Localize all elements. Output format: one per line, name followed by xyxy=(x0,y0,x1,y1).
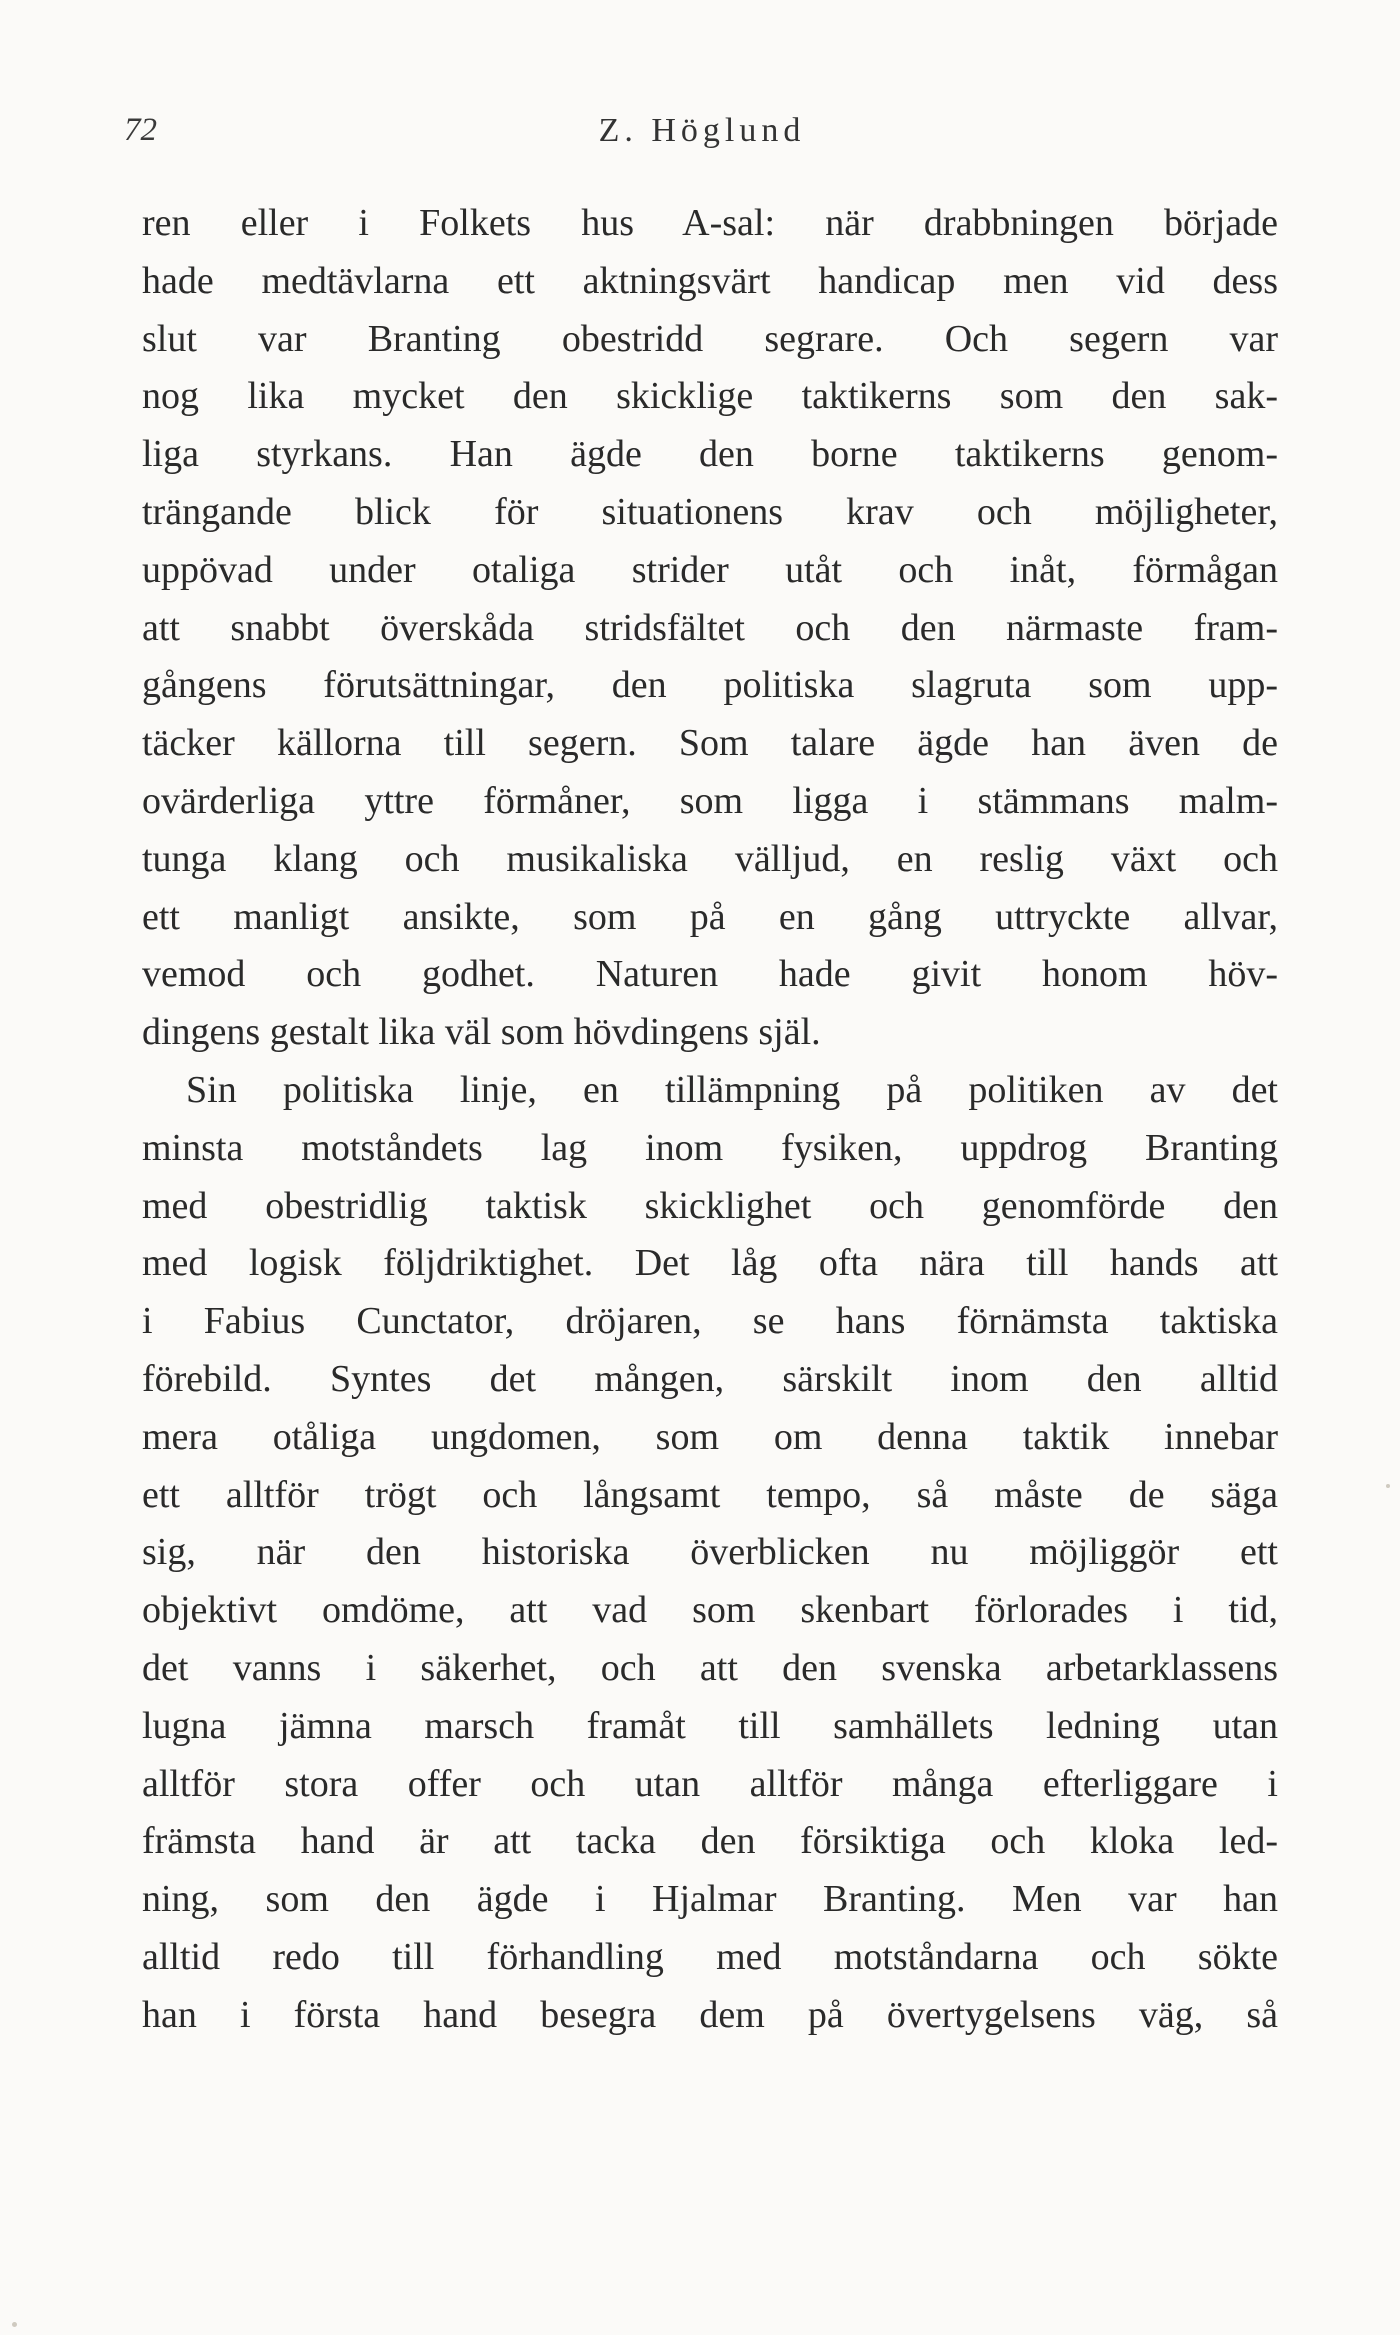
text-line: tunga klang och musikaliska välljud, en reslig växt och xyxy=(142,837,1278,880)
text-line: gångens förutsättningar, den politiska slagruta som upp- xyxy=(142,664,1278,707)
text-line: Sin politiska linje, en tillämpning på politiken av det xyxy=(186,1068,1278,1111)
text-line: alltid redo till förhandling med motståndarna och sökte xyxy=(142,1935,1278,1978)
text-line: ett alltför trögt och långsamt tempo, så måste de säga xyxy=(142,1473,1278,1516)
text-line: främsta hand är att tacka den försiktiga och kloka led- xyxy=(142,1820,1278,1863)
text-line: att snabbt överskåda stridsfältet och den närmaste fram- xyxy=(142,606,1278,649)
paper-speck xyxy=(12,2322,17,2327)
text-line: slut var Branting obestridd segrare. Och segern var xyxy=(142,317,1278,360)
text-line: ovärderliga yttre förmåner, som ligga i stämmans malm- xyxy=(142,779,1278,822)
running-title: Z. Höglund xyxy=(598,112,806,149)
running-head xyxy=(124,112,1280,152)
text-line: täcker källorna till segern. Som talare ägde han även de xyxy=(142,722,1278,765)
text-line: med obestridlig taktisk skicklighet och genomförde den xyxy=(142,1184,1278,1227)
text-line: mera otåliga ungdomen, som om denna taktik innebar xyxy=(142,1415,1278,1458)
text-line: liga styrkans. Han ägde den borne taktikerns genom- xyxy=(142,433,1278,476)
text-line: med logisk följdriktighet. Det låg ofta nära till hands att xyxy=(142,1242,1278,1285)
text-line: hade medtävlarna ett aktningsvärt handicap men vid dess xyxy=(142,259,1278,302)
text-line: ren eller i Folkets hus A-sal: när drabbningen började xyxy=(142,202,1278,244)
text-line: sig, när den historiska överblicken nu möjliggör ett xyxy=(142,1531,1278,1574)
text-line: uppövad under otaliga strider utåt och inåt, förmågan xyxy=(142,548,1278,591)
text-line: objektivt omdöme, att vad som skenbart förlorades i tid, xyxy=(142,1589,1278,1632)
text-line: det vanns i säkerhet, och att den svenska arbetarklassens xyxy=(142,1646,1278,1689)
text-line: nog lika mycket den skicklige taktikerns som den sak- xyxy=(142,375,1278,418)
text-line: förebild. Syntes det mången, särskilt inom den alltid xyxy=(142,1357,1278,1400)
paper-speck xyxy=(1386,1484,1390,1488)
body-text xyxy=(142,195,1278,2045)
text-line: i Fabius Cunctator, dröjaren, se hans förnämsta taktiska xyxy=(142,1300,1278,1343)
text-line: minsta motståndets lag inom fysiken, uppdrog Branting xyxy=(142,1126,1278,1169)
paragraph xyxy=(142,195,1278,1062)
text-line: vemod och godhet. Naturen hade givit honom höv- xyxy=(142,953,1278,996)
page-number: 72 xyxy=(124,112,157,148)
text-line: alltför stora offer och utan alltför många efterliggare i xyxy=(142,1762,1278,1805)
text-line: han i första hand besegra dem på övertygelsens väg, så xyxy=(142,1993,1278,2036)
text-line: ett manligt ansikte, som på en gång uttryckte allvar, xyxy=(142,895,1278,938)
text-line: trängande blick för situationens krav och möjligheter, xyxy=(142,490,1278,533)
text-line: lugna jämna marsch framåt till samhällets ledning utan xyxy=(142,1704,1278,1747)
text-line: dingens gestalt lika väl som hövdingens själ. xyxy=(142,1011,821,1054)
text-line: ning, som den ägde i Hjalmar Branting. Men var han xyxy=(142,1878,1278,1921)
paragraph xyxy=(142,1062,1278,2045)
